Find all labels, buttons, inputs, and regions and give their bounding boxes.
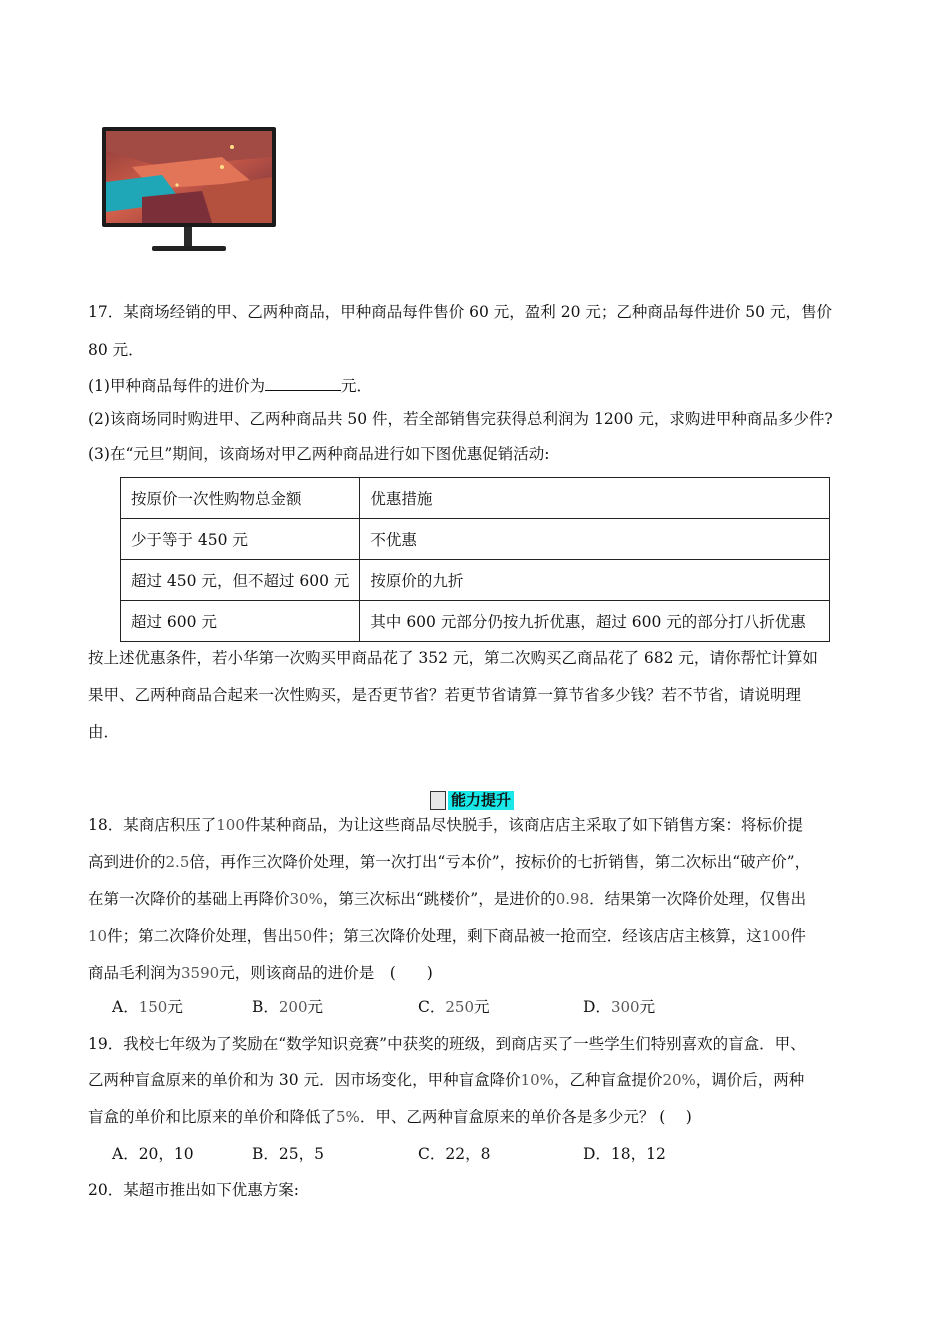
section-marker-icon [430, 791, 446, 810]
table-cell: 不优惠 [360, 519, 830, 560]
text: 高到进价的 [88, 853, 166, 871]
math-value: 0.98 [555, 890, 590, 908]
text: 倍，再作三次降价处理，第一次打出“亏本价”，按标价的七折销售，第二次标出“破产价”， [189, 853, 811, 871]
table-cell: 按原价的九折 [360, 560, 830, 601]
text: 件；第二次降价处理，售出 [107, 927, 294, 945]
table-row [121, 601, 830, 642]
math-value: 5% [336, 1108, 360, 1126]
q18-line3 [88, 889, 866, 909]
discount-table [120, 477, 830, 642]
text: ，第三次标出“跳楼价”，是进价的 [322, 890, 556, 908]
q17-after-line1: 按上述优惠条件，若小华第一次购买甲商品花了 352 元，第二次购买乙商品花了 682 元，请你帮忙计算如 [88, 649, 818, 667]
math-value: 100 [761, 927, 791, 945]
option-c[interactable]: C．250元 [418, 998, 490, 1016]
text: 商品毛利润为 [88, 964, 182, 982]
text: 18．某商店积压了 [88, 816, 217, 834]
q20-line1: 20．某超市推出如下优惠方案: [88, 1181, 299, 1199]
math-value: 3590 [181, 964, 220, 982]
table-cell: 超过 450 元，但不超过 600 元 [121, 560, 360, 601]
text: 件 [790, 927, 806, 945]
table-cell: 少于等于 450 元 [121, 519, 360, 560]
q17-after-line2: 果甲、乙两种商品合起来一次性购买，是否更节省？若更节省请算一算节省多少钱？若不节省，请说明理 [88, 686, 802, 704]
section-title [430, 791, 514, 810]
table-row [121, 560, 830, 601]
text: 件某种商品，为让这些商品尽快脱手，该商店店主采取了如下销售方案：将标价提 [244, 816, 803, 834]
q17-part2: (2)该商场同时购进甲、乙两种商品共 50 件，若全部销售完获得总利润为 1200 元，求购进甲种商品多少件? [88, 410, 833, 428]
option-c[interactable]: C．22，8 [418, 1145, 491, 1163]
q17-after-line3: 由． [88, 723, 120, 741]
table-row [121, 519, 830, 560]
text: ．甲、乙两种盲盒原来的单价各是多少元？ ( ) [359, 1108, 692, 1126]
q19-line3 [88, 1107, 866, 1127]
math-value: 50 [293, 927, 313, 945]
option-a[interactable]: A．20，10 [112, 1145, 194, 1163]
q18-line5 [88, 963, 866, 983]
math-value: 20% [662, 1071, 696, 1089]
q18-line1 [88, 815, 866, 835]
q18-line2 [88, 852, 866, 872]
q17-stem-line1: 17．某商场经销的甲、乙两种商品，甲种商品每件售价 60 元，盈利 20 元；乙种商品每件进价 50 元，售价 [88, 303, 832, 321]
option-a[interactable]: A．150元 [112, 998, 183, 1016]
answer-blank[interactable] [265, 376, 341, 391]
q17-part3: (3)在“元旦”期间，该商场对甲乙两种商品进行如下图优惠促销活动: [88, 445, 550, 463]
q19-line1: 19．我校七年级为了奖励在“数学知识竞赛”中获奖的班级，到商店买了一些学生们特别喜欢的盲盒．甲、 [88, 1035, 806, 1053]
option-d[interactable]: D．300元 [583, 998, 656, 1016]
q17-part1-unit: 元． [340, 377, 372, 395]
table-cell: 优惠措施 [360, 478, 830, 519]
text: 在第一次降价的基础上再降价 [88, 890, 290, 908]
monitor-image [102, 127, 276, 257]
option-d[interactable]: D．18，12 [583, 1145, 666, 1163]
text: ，乙种盲盒提价 [553, 1071, 663, 1089]
text: ．结果第一次降价处理，仅售出 [589, 890, 807, 908]
text: 盲盒的单价和比原来的单价和降低了 [88, 1108, 337, 1126]
q19-line2 [88, 1070, 866, 1090]
option-b[interactable]: B．200元 [252, 998, 324, 1016]
text: 元，则该商品的进价是 ( ) [219, 964, 433, 982]
table-cell: 其中 600 元部分仍按九折优惠，超过 600 元的部分打八折优惠 [360, 601, 830, 642]
math-value: 10% [520, 1071, 554, 1089]
table-cell: 超过 600 元 [121, 601, 360, 642]
q18-line4 [88, 926, 866, 946]
math-value: 100 [216, 816, 245, 834]
text: 件；第三次降价处理，剩下商品被一抢而空．经该店店主核算，这 [312, 927, 762, 945]
q17-part1 [88, 376, 866, 396]
table-row [121, 478, 830, 519]
table-cell: 按原价一次性购物总金额 [121, 478, 360, 519]
math-value: 10 [88, 927, 108, 945]
math-value: 30% [289, 890, 323, 908]
q17-part1-text: (1)甲种商品每件的进价为 [88, 377, 265, 395]
text: 乙两种盲盒原来的单价和为 30 元．因市场变化，甲种盲盒降价 [88, 1071, 521, 1089]
section-title-text: 能力提升 [448, 791, 514, 810]
q17-stem-line2: 80 元． [88, 341, 144, 359]
math-value: 2.5 [165, 853, 190, 871]
option-b[interactable]: B．25，5 [252, 1145, 324, 1163]
text: ，调价后，两种 [695, 1071, 805, 1089]
